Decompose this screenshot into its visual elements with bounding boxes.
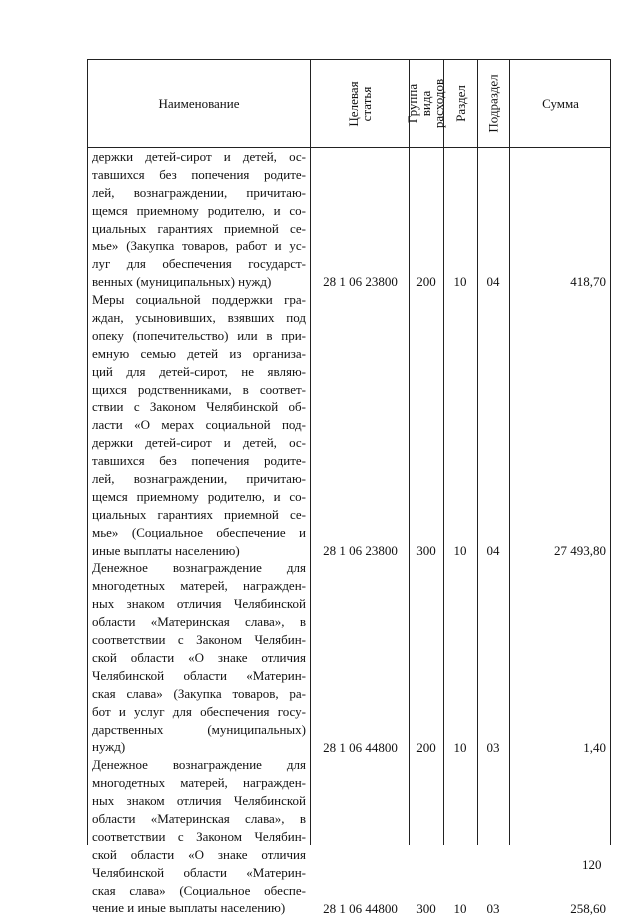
name-line: иные выплаты населению) bbox=[92, 542, 240, 558]
row-subsection: 04 bbox=[486, 274, 500, 290]
name-line: ций для детей-сирот, не являю- bbox=[92, 363, 306, 379]
name-line: многодетных матерей, награжден- bbox=[92, 578, 306, 594]
column-divider bbox=[310, 60, 311, 845]
column-divider bbox=[443, 60, 444, 845]
name-line: лей, вознаграждении, причитаю- bbox=[92, 184, 306, 200]
header-section: Раздел bbox=[452, 85, 468, 122]
row-section: 10 bbox=[453, 542, 467, 558]
row-group: 200 bbox=[416, 739, 436, 755]
name-line: Денежное вознаграждение для bbox=[92, 560, 306, 576]
row-section: 10 bbox=[453, 900, 467, 916]
name-line: лей, вознаграждении, причитаю- bbox=[92, 471, 306, 487]
name-line: области «Материнская слава», в bbox=[92, 810, 306, 826]
column-divider bbox=[409, 60, 410, 845]
header-group: Группа вида расходов bbox=[405, 78, 447, 129]
name-line: Денежное вознаграждение для bbox=[92, 757, 306, 773]
row-group: 300 bbox=[416, 900, 436, 916]
name-line: циальных гарантиях приемной се- bbox=[92, 220, 306, 236]
row-sum: 418,70 bbox=[570, 274, 606, 290]
page-number: 120 bbox=[582, 857, 602, 872]
name-line: ская слава» (Социальное обеспе- bbox=[92, 882, 306, 898]
name-line: тавшихся без попечения родите- bbox=[92, 453, 306, 469]
header-subsection: Подраздел bbox=[485, 74, 501, 133]
name-line: луг для обеспечения государст- bbox=[92, 256, 306, 272]
row-subsection: 03 bbox=[486, 900, 500, 916]
row-subsection: 03 bbox=[486, 739, 500, 755]
name-line: держки детей-сирот и детей, ос- bbox=[92, 435, 306, 451]
name-line: ская слава» (Закупка товаров, ра- bbox=[92, 685, 306, 701]
name-line: ской области «О знаке отличия bbox=[92, 649, 306, 665]
header-name: Наименование bbox=[158, 95, 240, 111]
row-section: 10 bbox=[453, 739, 467, 755]
name-line: циальных гарантиях приемной се- bbox=[92, 506, 306, 522]
name-line: бот и услуг для обеспечения госу- bbox=[92, 703, 306, 719]
row-code: 28 1 06 23800 bbox=[323, 274, 398, 290]
name-line: Меры социальной поддержки гра- bbox=[92, 292, 306, 308]
row-code: 28 1 06 44800 bbox=[323, 900, 398, 916]
name-line: щихся родственниками, в соответ- bbox=[92, 381, 306, 397]
row-code: 28 1 06 44800 bbox=[323, 739, 398, 755]
name-line: ных знаком отличия Челябинской bbox=[92, 596, 306, 612]
name-line: ствии с Законом Челябинской об- bbox=[92, 399, 306, 415]
name-line: Челябинской области «Материн- bbox=[92, 864, 306, 880]
name-line: соответствии с Законом Челябин- bbox=[92, 828, 306, 844]
row-sum: 1,40 bbox=[583, 739, 606, 755]
name-line: ждан, усыновивших, взявших под bbox=[92, 310, 306, 326]
name-line: тавшихся без попечения родите- bbox=[92, 166, 306, 182]
name-line: ской области «О знаке отличия bbox=[92, 846, 306, 862]
row-code: 28 1 06 23800 bbox=[323, 542, 398, 558]
column-divider bbox=[477, 60, 478, 845]
name-line: нужд) bbox=[92, 739, 126, 755]
name-column bbox=[92, 148, 306, 917]
row-sum: 258,60 bbox=[570, 900, 606, 916]
header-sum: Сумма bbox=[542, 95, 579, 111]
name-line: мье» (Закупка товаров, работ и ус- bbox=[92, 238, 306, 254]
name-line: области «Материнская слава», в bbox=[92, 614, 306, 630]
name-line: многодетных матерей, награжден- bbox=[92, 775, 306, 791]
name-line: дарственных (муниципальных) bbox=[92, 721, 306, 737]
name-line: опеку (попечительство) или в при- bbox=[92, 327, 306, 343]
row-sum: 27 493,80 bbox=[554, 542, 606, 558]
name-line: щемся приемному родителю, и со- bbox=[92, 202, 306, 218]
header-code: Целевая статья bbox=[345, 80, 374, 127]
name-line: соответствии с Законом Челябин- bbox=[92, 632, 306, 648]
name-line: щемся приемному родителю, и со- bbox=[92, 488, 306, 504]
column-divider bbox=[509, 60, 510, 845]
name-line: венных (муниципальных) нужд) bbox=[92, 274, 272, 290]
row-group: 200 bbox=[416, 274, 436, 290]
name-line: ных знаком отличия Челябинской bbox=[92, 793, 306, 809]
name-line: ласти «О мерах социальной под- bbox=[92, 417, 306, 433]
name-line: емную семью детей из организа- bbox=[92, 345, 306, 361]
name-line: держки детей-сирот и детей, ос- bbox=[92, 149, 306, 164]
name-line: чение и иные выплаты населению) bbox=[92, 900, 286, 916]
name-line: Челябинской области «Материн- bbox=[92, 667, 306, 683]
name-line: мье» (Социальное обеспечение и bbox=[92, 524, 306, 540]
row-group: 300 bbox=[416, 542, 436, 558]
row-subsection: 04 bbox=[486, 542, 500, 558]
row-section: 10 bbox=[453, 274, 467, 290]
